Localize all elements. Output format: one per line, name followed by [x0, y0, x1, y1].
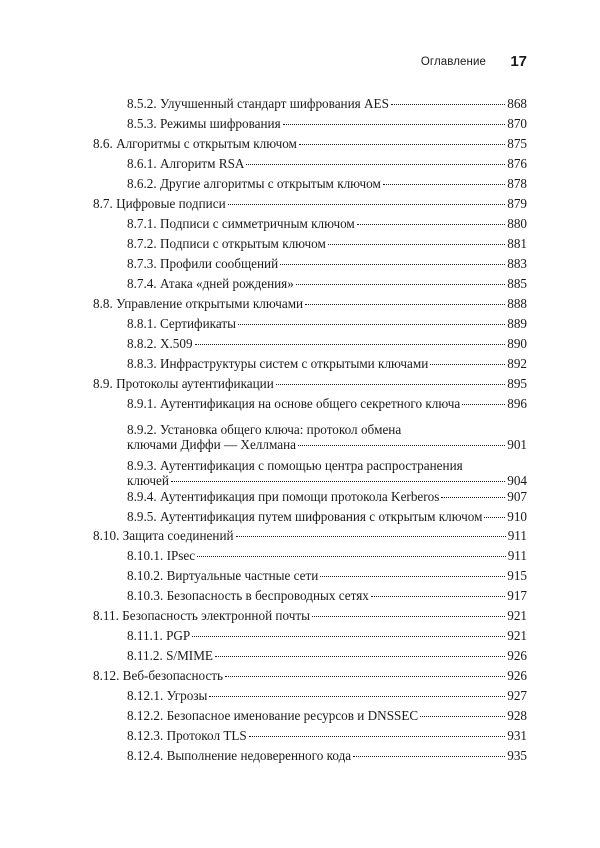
toc-entry[interactable] [127, 708, 527, 723]
toc-entry-page: 928 [507, 708, 527, 723]
dot-leader [430, 364, 505, 365]
toc-entry[interactable] [127, 688, 527, 703]
dot-leader [320, 576, 505, 577]
toc-entry-page: 890 [507, 336, 527, 351]
toc-entry-page: 911 [507, 548, 527, 563]
dot-leader [283, 124, 506, 125]
toc-entry-title: 8.8.1. Сертификаты [127, 316, 236, 331]
toc-entry[interactable] [93, 608, 527, 623]
toc-entry-title-line: 8.9.2. Установка общего ключа: протокол обмена [127, 422, 402, 437]
toc-entry-title: 8.8.3. Инфраструктуры систем с открытыми ключами [127, 356, 429, 371]
toc-entry-title: 8.6.1. Алгоритм RSA [127, 156, 245, 171]
toc-entry-row [127, 489, 527, 504]
toc-entry-row [127, 356, 527, 371]
toc-entry-page: 911 [507, 528, 527, 543]
toc-entry-page: 878 [507, 176, 527, 191]
toc-entry-title: ключей [127, 473, 169, 488]
dot-leader [484, 517, 505, 518]
toc-entry-title: 8.11.1. PGP [127, 628, 191, 643]
toc-entry-title: 8.12. Веб-безопасность [93, 668, 224, 683]
toc-entry-row [127, 316, 527, 331]
dot-leader [391, 104, 505, 105]
toc-entry-title: 8.6. Алгоритмы с открытым ключом [93, 136, 297, 151]
dot-leader [225, 676, 505, 677]
toc-entry[interactable] [127, 588, 527, 603]
toc-entry-page: 907 [507, 489, 527, 504]
toc-entry-title-line: 8.9.3. Аутентификация с помощью центра распространения [127, 458, 463, 473]
toc-entry-page: 875 [507, 136, 527, 151]
dot-leader [238, 324, 505, 325]
toc-entry-row [127, 648, 527, 663]
dot-leader [371, 596, 505, 597]
toc-entry-page: 883 [507, 256, 527, 271]
toc-entry-page: 876 [507, 156, 527, 171]
toc-entry-title: 8.12.2. Безопасное именование ресурсов и DNSSEC [127, 708, 419, 723]
toc-entry-title: 8.7.4. Атака «дней рождения» [127, 276, 294, 291]
toc-entry-page: 910 [507, 509, 527, 524]
toc-entry-row [127, 116, 527, 131]
toc-entry-page: 892 [507, 356, 527, 371]
dot-leader [246, 164, 505, 165]
dot-leader [296, 284, 505, 285]
toc-entry-title: ключами Диффи — Хеллмана [127, 437, 296, 452]
dot-leader [328, 244, 505, 245]
toc-entry-row [93, 608, 527, 623]
toc-entry-page: 880 [507, 216, 527, 231]
dot-leader [236, 536, 506, 537]
toc-entry-title: 8.5.3. Режимы шифрования [127, 116, 281, 131]
toc-entry-title: 8.12.1. Угрозы [127, 688, 208, 703]
toc-entry-title: 8.9.1. Аутентификация на основе общего секретного ключа [127, 396, 461, 411]
toc-entry-title: 8.7. Цифровые подписи [93, 196, 226, 211]
dot-leader [462, 404, 505, 405]
toc-entry[interactable] [127, 176, 527, 191]
toc-entry[interactable] [127, 509, 527, 524]
toc-entry-row [127, 236, 527, 251]
toc-entry-row [127, 509, 527, 524]
dot-leader [383, 184, 505, 185]
toc-entry[interactable] [127, 458, 527, 488]
toc-entry-row [127, 708, 527, 723]
toc-entry-title: 8.11. Безопасность электронной почты [93, 608, 310, 623]
dot-leader [441, 497, 505, 498]
dot-leader [215, 656, 505, 657]
toc-entry-page: 926 [507, 668, 527, 683]
toc-entry[interactable] [127, 728, 527, 743]
toc-entry[interactable] [93, 528, 527, 543]
toc-entry-row [93, 296, 527, 311]
toc-entry-title: 8.9. Протоколы аутентификации [93, 376, 274, 391]
toc-entry[interactable] [127, 396, 527, 411]
toc-entry[interactable] [127, 422, 527, 452]
toc-entry[interactable] [127, 116, 527, 131]
dot-leader [298, 445, 505, 446]
toc-entry-title: 8.8.2. X.509 [127, 336, 193, 351]
toc-entry-page: 889 [507, 316, 527, 331]
toc-entry[interactable] [127, 548, 527, 563]
toc-entry-row [127, 473, 527, 488]
toc-entry-row [127, 728, 527, 743]
toc-entry-row [93, 136, 527, 151]
toc-entry[interactable] [127, 336, 527, 351]
toc-entry[interactable] [127, 748, 527, 763]
toc-entry-page: 881 [507, 236, 527, 251]
toc-entry-row [127, 216, 527, 231]
toc-entry-row [93, 668, 527, 683]
toc-entry[interactable] [93, 296, 527, 311]
toc-entry[interactable] [127, 648, 527, 663]
toc-entry[interactable] [127, 568, 527, 583]
toc-entry-row [127, 336, 527, 351]
dot-leader [312, 616, 505, 617]
dot-leader [280, 264, 505, 265]
toc-entry[interactable] [127, 276, 527, 291]
toc-entry-title: 8.8. Управление открытыми ключами [93, 296, 304, 311]
toc-entry-title: 8.7.1. Подписи с симметричным ключом [127, 216, 355, 231]
toc-entry-page: 901 [507, 437, 527, 452]
toc-entry-page: 888 [507, 296, 527, 311]
dot-leader [276, 384, 505, 385]
toc-entry-page: 915 [507, 568, 527, 583]
toc-entry-page: 904 [507, 473, 527, 488]
toc-entry-row [127, 437, 527, 452]
dot-leader [209, 696, 505, 697]
toc-entry-page: 870 [507, 116, 527, 131]
toc-entry[interactable] [93, 136, 527, 151]
toc-entry-title: 8.11.2. S/MIME [127, 648, 213, 663]
dot-leader [420, 716, 505, 717]
toc-entry-row [93, 528, 527, 543]
dot-leader [192, 636, 505, 637]
dot-leader [249, 736, 505, 737]
toc-entry[interactable] [127, 236, 527, 251]
toc-entry-title: 8.9.4. Аутентификация при помощи протокола Kerberos [127, 489, 440, 504]
toc-entry-page: 926 [507, 648, 527, 663]
toc-entry-page: 921 [507, 628, 527, 643]
toc-entry-row [127, 588, 527, 603]
toc-entry-row [127, 748, 527, 763]
dot-leader [228, 204, 506, 205]
toc-entry-page: 895 [507, 376, 527, 391]
toc-entry[interactable] [127, 356, 527, 371]
toc-entry-title: 8.6.2. Другие алгоритмы с открытым ключом [127, 176, 381, 191]
toc-entry-row [127, 628, 527, 643]
toc-entry-title: 8.7.2. Подписи с открытым ключом [127, 236, 326, 251]
toc-entry-row [127, 396, 527, 411]
dot-leader [299, 144, 505, 145]
toc-entry[interactable] [93, 196, 527, 211]
toc-entry-title: 8.7.3. Профили сообщений [127, 256, 279, 271]
toc-entry-title: 8.5.2. Улучшенный стандарт шифрования AES [127, 96, 389, 111]
toc-entry-title: 8.12.3. Протокол TLS [127, 728, 247, 743]
toc-entry-row [127, 176, 527, 191]
dot-leader [197, 556, 506, 557]
toc-entry[interactable] [127, 216, 527, 231]
toc-entry-row [127, 548, 527, 563]
toc-entry-title: 8.12.4. Выполнение недоверенного кода [127, 748, 352, 763]
toc-entry-row [127, 568, 527, 583]
toc-entry-row [93, 376, 527, 391]
page-number: 17 [510, 53, 527, 70]
dot-leader [357, 224, 505, 225]
toc-entry-page: 921 [507, 608, 527, 623]
toc-entry-title: 8.9.5. Аутентификация путем шифрования с открытым ключом [127, 509, 483, 524]
toc-entry-page: 885 [507, 276, 527, 291]
toc-entry[interactable] [127, 316, 527, 331]
toc-entry[interactable] [127, 489, 527, 504]
running-head-title: Оглавление [420, 56, 486, 68]
toc-entry-page: 879 [507, 196, 527, 211]
toc-entry-row [127, 156, 527, 171]
toc-entry-title: 8.10.2. Виртуальные частные сети [127, 568, 319, 583]
toc-entry[interactable] [127, 96, 527, 111]
toc-entry[interactable] [127, 256, 527, 271]
toc-entry-page: 868 [507, 96, 527, 111]
toc-entry-page: 935 [507, 748, 527, 763]
dot-leader [353, 756, 505, 757]
toc-entry[interactable] [127, 628, 527, 643]
dot-leader [195, 344, 506, 345]
toc-entry-row [127, 276, 527, 291]
toc-entry-title: 8.10. Защита соединений [93, 528, 234, 543]
toc-entry[interactable] [93, 668, 527, 683]
toc-entry-title: 8.10.1. IPsec [127, 548, 196, 563]
toc-entry-row [127, 96, 527, 111]
toc-entry-page: 927 [507, 688, 527, 703]
toc-entry[interactable] [93, 376, 527, 391]
toc-entry-page: 896 [507, 396, 527, 411]
toc-entry-page: 917 [507, 588, 527, 603]
toc-entry-page: 931 [507, 728, 527, 743]
dot-leader [171, 481, 505, 482]
toc-entry-row [127, 688, 527, 703]
toc-entry[interactable] [127, 156, 527, 171]
toc-entry-row [93, 196, 527, 211]
toc-entry-title: 8.10.3. Безопасность в беспроводных сетях [127, 588, 369, 603]
dot-leader [305, 304, 505, 305]
toc-entry-row [127, 256, 527, 271]
